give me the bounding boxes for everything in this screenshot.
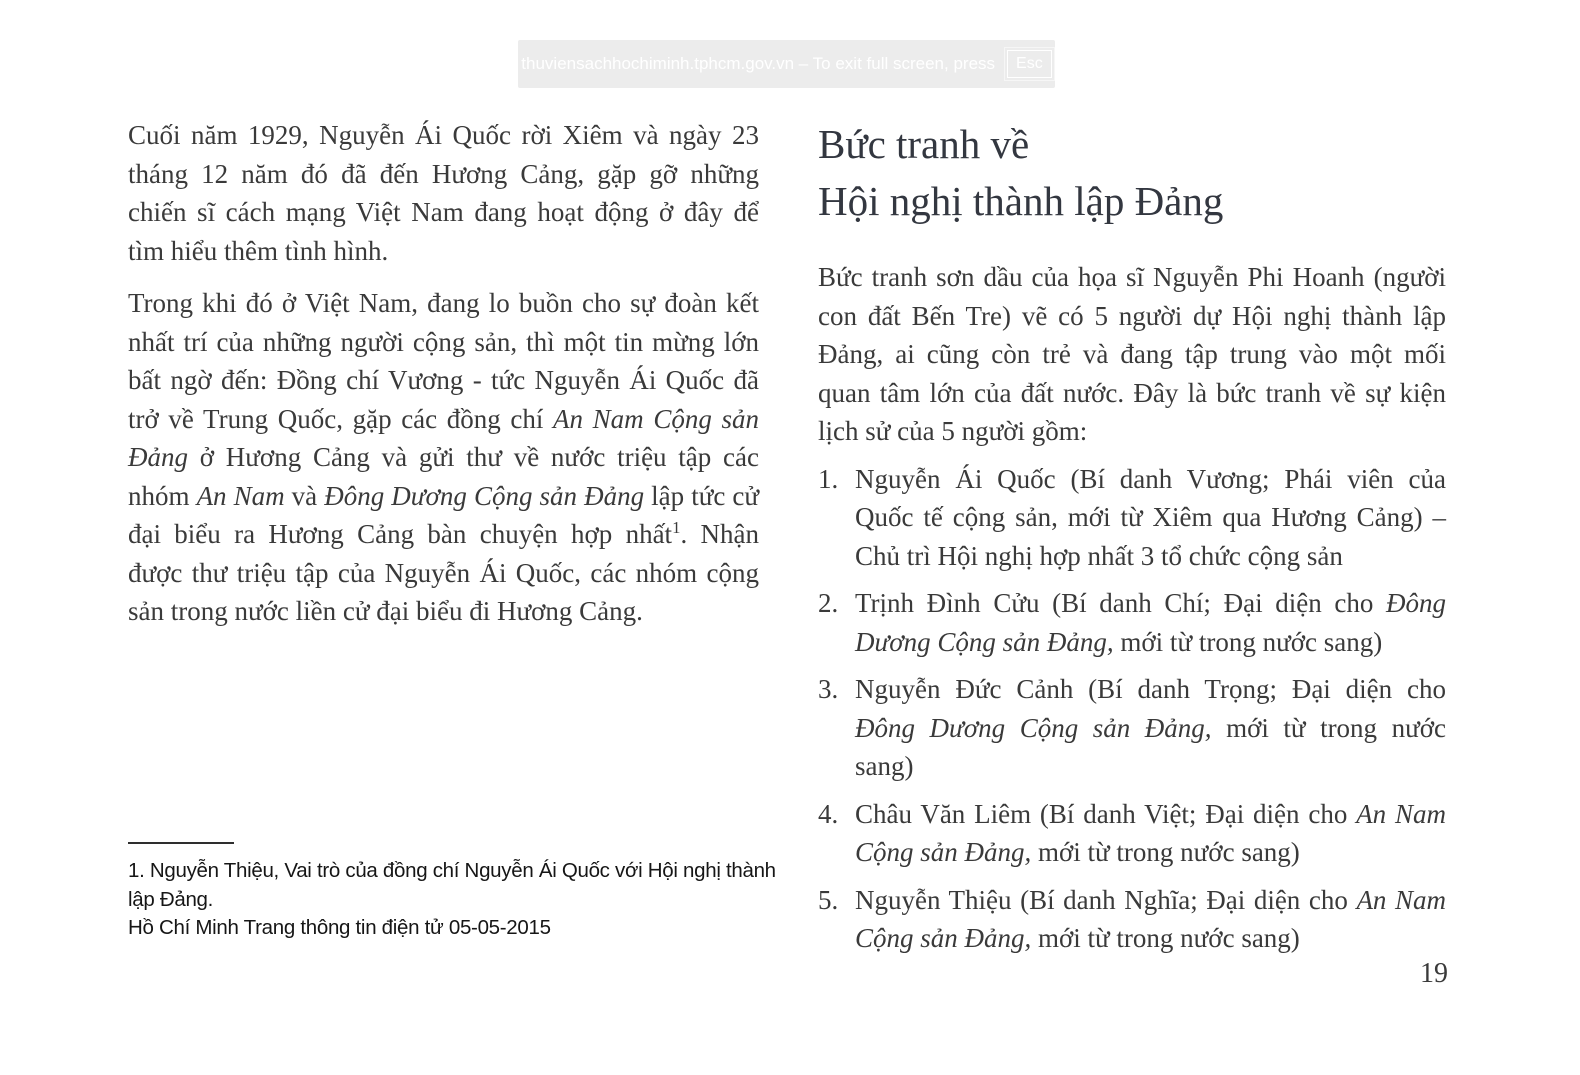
section-title [818, 116, 1446, 230]
paragraph-2: Trong khi đó ở Việt Nam, đang lo buồn cho sự đoàn kết nhất trí của những người cộng sản, thì một tin mừng lớn bất ngờ đến: Đồng chí Vương - tức Nguyễn Ái Quốc đã trở về Trung Quốc, gặp các đồng chí An Nam Cộng sản Đảng ở Hương Cảng và gửi thư về nước triệu tập các nhóm An Nam và Đông Dương Cộng sản Đảng lập tức cử đại biểu ra Hương Cảng bàn chuyện hợp nhất$^1$. Nhận được thư triệu tập của Nguyễn Ái Quốc, các nhóm cộng sản trong nước liền cử đại biểu đi Hương Cảng. [128, 288, 759, 626]
list-item-number: 2. [818, 588, 839, 618]
list-item [818, 670, 1446, 786]
list-item-text: Nguyễn Ái Quốc (Bí danh Vương; Phái viên của Quốc tế cộng sản, mới từ Xiêm qua Hương Cảng) – Chủ trì Hội nghị hợp nhất 3 tổ chức cộng sản [855, 463, 1446, 571]
fullscreen-exit-toast [518, 40, 1055, 88]
fullscreen-exit-message: thuviensachhochiminh.tphcm.gov.vn – To exit full screen, press [521, 54, 996, 73]
list-item-text: Nguyễn Thiệu (Bí danh Nghĩa; Đại diện cho An Nam Cộng sản Đảng, mới từ trong nước sang) [855, 884, 1447, 953]
list-item-number: 3. [818, 674, 839, 704]
list-item-text: Nguyễn Đức Cảnh (Bí danh Trọng; Đại diện cho Đông Dương Cộng sản Đảng, mới từ trong nước sang) [855, 674, 1446, 781]
list-item [818, 795, 1446, 872]
footnote-divider [128, 842, 234, 844]
left-column [128, 116, 759, 631]
list-item-number: 1. [818, 463, 839, 494]
esc-key-icon: Esc [1007, 50, 1052, 78]
list-item [818, 460, 1446, 576]
paragraph-1: Cuối năm 1929, Nguyễn Ái Quốc rời Xiêm và ngày 23 tháng 12 năm đó đã đến Hương Cảng, gặp gỡ những chiến sĩ cách mạng Việt Nam đang hoạt động ở đây để tìm hiểu thêm tình hình. [128, 120, 759, 266]
attendee-list [818, 460, 1446, 958]
section-title-line-2: Hội nghị thành lập Đảng [818, 178, 1224, 224]
footnote [128, 842, 783, 943]
list-item [818, 584, 1446, 661]
footnote-line-1: 1. Nguyễn Thiệu, Vai trò của đồng chí Nguyễn Ái Quốc với Hội nghị thành lập Đảng. [128, 859, 776, 911]
footnote-line-2: Hồ Chí Minh Trang thông tin điện tử 05-05-2015 [128, 916, 551, 939]
list-item-number: 5. [818, 884, 839, 915]
section-title-line-1: Bức tranh về [818, 121, 1030, 167]
list-item [818, 881, 1446, 958]
list-item-text: Châu Văn Liêm (Bí danh Việt; Đại diện cho An Nam Cộng sản Đảng, mới từ trong nước sang) [855, 798, 1446, 867]
page-number: 19 [1420, 958, 1448, 989]
intro-paragraph: Bức tranh sơn dầu của họa sĩ Nguyễn Phi Hoanh (người con đất Bến Tre) vẽ có 5 người dự Hội nghị thành lập Đảng, ai cũng còn trẻ và đang tập trung vào một mối quan tâm lớn của đất nước. Đây là bức tranh về sự kiện lịch sử của 5 người gồm: [818, 262, 1446, 446]
list-item-text: Trịnh Đình Cửu (Bí danh Chí; Đại diện cho Đông Dương Cộng sản Đảng, mới từ trong nước sang) [855, 588, 1446, 657]
list-item-number: 4. [818, 798, 839, 829]
right-column [818, 116, 1446, 958]
